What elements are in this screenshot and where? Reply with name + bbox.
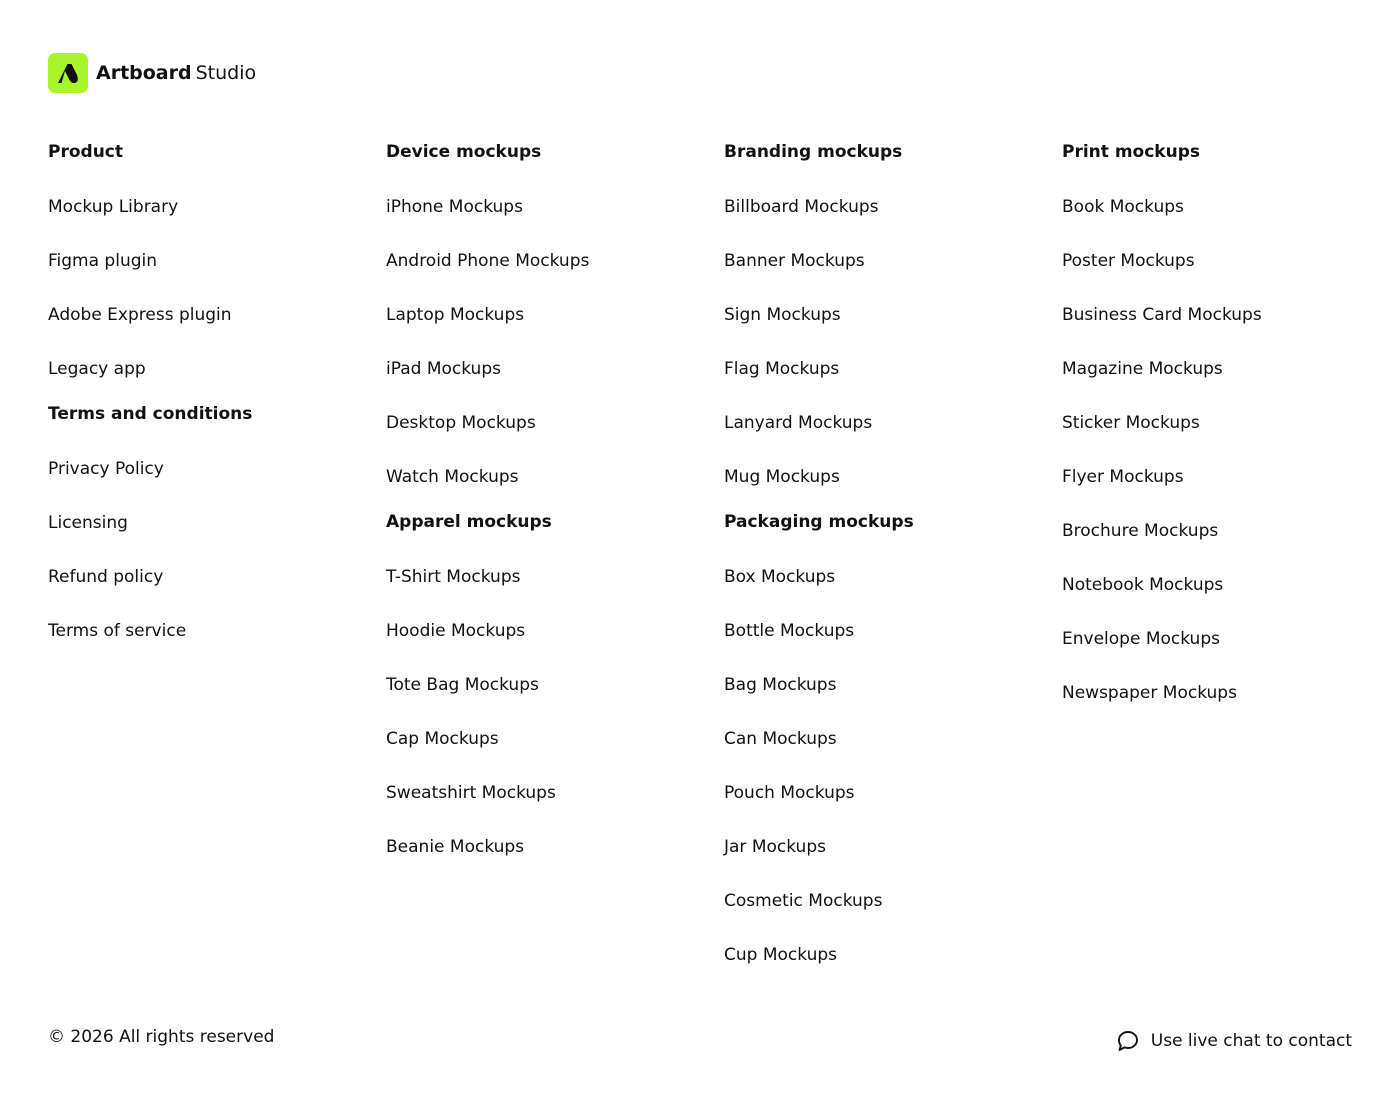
footer-link-desktop-mockups[interactable]: Desktop Mockups: [386, 413, 536, 433]
chat-bubble-icon: [1115, 1028, 1141, 1054]
footer-link-sign-mockups[interactable]: Sign Mockups: [724, 305, 841, 325]
footer-link-book-mockups[interactable]: Book Mockups: [1062, 197, 1184, 217]
brand-name-bold: Artboard: [96, 61, 192, 84]
footer-link-sweatshirt-mockups[interactable]: Sweatshirt Mockups: [386, 783, 556, 803]
brand-name-light: Studio: [195, 61, 257, 84]
column-heading: Apparel mockups: [386, 512, 552, 532]
footer-column-product: [48, 140, 368, 643]
footer-column-device-apparel: [386, 140, 706, 859]
footer-link-box-mockups[interactable]: Box Mockups: [724, 567, 836, 587]
footer-link-business-card-mockups[interactable]: Business Card Mockups: [1062, 305, 1262, 325]
footer-link-mug-mockups[interactable]: Mug Mockups: [724, 467, 840, 487]
footer-link-tote-bag-mockups[interactable]: Tote Bag Mockups: [386, 675, 539, 695]
footer-link-banner-mockups[interactable]: Banner Mockups: [724, 251, 865, 271]
column-heading: Packaging mockups: [724, 512, 914, 532]
footer-link-cup-mockups[interactable]: Cup Mockups: [724, 945, 837, 965]
footer-link-iphone-mockups[interactable]: iPhone Mockups: [386, 197, 523, 217]
brand-logo-link[interactable]: [48, 53, 256, 93]
footer-link-cap-mockups[interactable]: Cap Mockups: [386, 729, 499, 749]
footer-link-lanyard-mockups[interactable]: Lanyard Mockups: [724, 413, 873, 433]
footer-link-flag-mockups[interactable]: Flag Mockups: [724, 359, 840, 379]
footer-link-adobe-express-plugin[interactable]: Adobe Express plugin: [48, 305, 232, 325]
footer-link-jar-mockups[interactable]: Jar Mockups: [724, 837, 826, 857]
footer-link-magazine-mockups[interactable]: Magazine Mockups: [1062, 359, 1223, 379]
column-heading: Terms and conditions: [48, 404, 253, 424]
footer-link-bottle-mockups[interactable]: Bottle Mockups: [724, 621, 855, 641]
footer-link-licensing[interactable]: Licensing: [48, 513, 128, 533]
brand-name: [96, 61, 257, 84]
copyright-text: © 2026 All rights reserved: [48, 1027, 275, 1047]
footer-link-privacy-policy[interactable]: Privacy Policy: [48, 459, 164, 479]
column-heading: Branding mockups: [724, 142, 903, 162]
footer-link-notebook-mockups[interactable]: Notebook Mockups: [1062, 575, 1224, 595]
footer-column-branding-packaging: [724, 140, 1044, 967]
footer-link-watch-mockups[interactable]: Watch Mockups: [386, 467, 519, 487]
footer-link-poster-mockups[interactable]: Poster Mockups: [1062, 251, 1195, 271]
artboard-logo-icon: [48, 53, 88, 93]
footer-link-legacy-app[interactable]: Legacy app: [48, 359, 146, 379]
footer-link-tshirt-mockups[interactable]: T-Shirt Mockups: [386, 567, 521, 587]
footer-column-print: [1062, 140, 1382, 705]
footer-link-sticker-mockups[interactable]: Sticker Mockups: [1062, 413, 1200, 433]
footer-link-refund-policy[interactable]: Refund policy: [48, 567, 164, 587]
column-heading: Device mockups: [386, 142, 542, 162]
footer-link-hoodie-mockups[interactable]: Hoodie Mockups: [386, 621, 526, 641]
footer-link-envelope-mockups[interactable]: Envelope Mockups: [1062, 629, 1220, 649]
footer-link-brochure-mockups[interactable]: Brochure Mockups: [1062, 521, 1219, 541]
footer-link-pouch-mockups[interactable]: Pouch Mockups: [724, 783, 855, 803]
live-chat-label: Use live chat to contact: [1150, 1031, 1352, 1051]
footer-link-flyer-mockups[interactable]: Flyer Mockups: [1062, 467, 1184, 487]
footer-link-mockup-library[interactable]: Mockup Library: [48, 197, 179, 217]
live-chat-button[interactable]: [1115, 1028, 1352, 1054]
footer-link-android-phone-mockups[interactable]: Android Phone Mockups: [386, 251, 590, 271]
footer-link-laptop-mockups[interactable]: Laptop Mockups: [386, 305, 525, 325]
footer-link-beanie-mockups[interactable]: Beanie Mockups: [386, 837, 525, 857]
footer-link-ipad-mockups[interactable]: iPad Mockups: [386, 359, 501, 379]
footer-link-figma-plugin[interactable]: Figma plugin: [48, 251, 158, 271]
footer-link-bag-mockups[interactable]: Bag Mockups: [724, 675, 837, 695]
column-heading: Product: [48, 142, 123, 162]
footer-link-terms-of-service[interactable]: Terms of service: [48, 621, 187, 641]
footer-link-billboard-mockups[interactable]: Billboard Mockups: [724, 197, 879, 217]
footer-link-cosmetic-mockups[interactable]: Cosmetic Mockups: [724, 891, 883, 911]
column-heading: Print mockups: [1062, 142, 1200, 162]
footer-link-can-mockups[interactable]: Can Mockups: [724, 729, 837, 749]
footer-link-newspaper-mockups[interactable]: Newspaper Mockups: [1062, 683, 1237, 703]
